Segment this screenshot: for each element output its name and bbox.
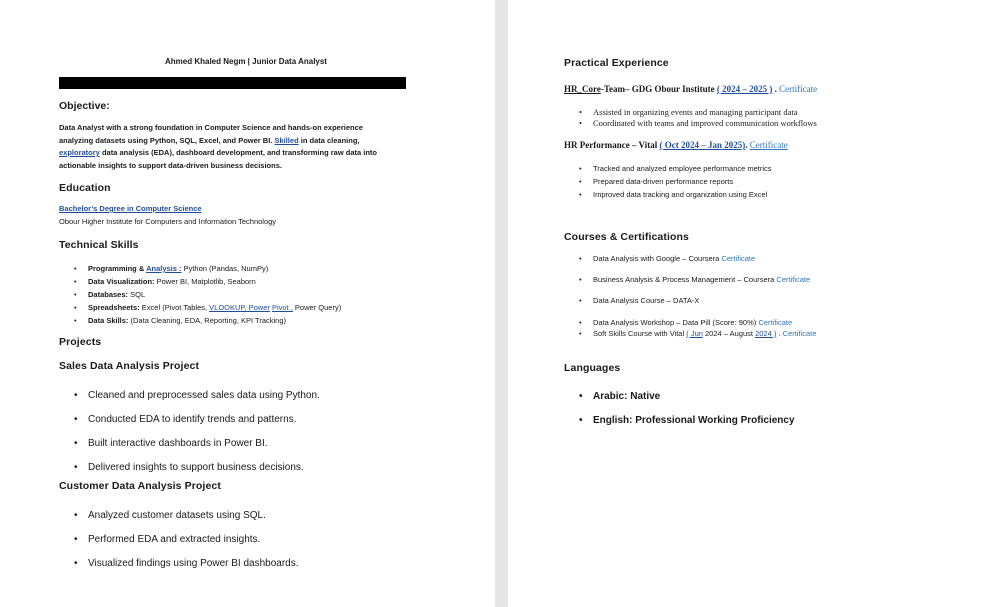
list-item: • Improved data tracking and organization using Excel: [593, 188, 772, 201]
list-item: • Built interactive dashboards in Power BI.: [88, 432, 320, 456]
course-item: • Data Analysis Workshop – Data Pill (Score: 90%) Certificate: [593, 317, 816, 328]
certificate-link[interactable]: Certificate: [758, 318, 793, 327]
education-heading: Education: [59, 182, 111, 194]
certificate-link[interactable]: Certificate: [782, 329, 817, 338]
document-page-left: [0, 0, 495, 607]
objective-text: Data Analyst with a strong foundation in Computer Science and hands-on experience analyzing datasets using Python, SQL, Excel, and Power BI. Skilled in data cleaning, exploratory data analysis (EDA), dashboard development, and transforming raw data into actionable insights to support data-driven business decisions.: [59, 123, 377, 170]
institute-name: Obour Higher Institute for Computers and Information Technology: [59, 216, 277, 226]
list-item: • Tracked and analyzed employee performance metrics: [593, 162, 772, 175]
list-item: • Data Skills: (Data Cleaning, EDA, Reporting, KPI Tracking): [88, 314, 341, 327]
experience-2-title: HR Performance – Vital ( Oct 2024 – Jan 2025). Certificate: [564, 140, 788, 150]
certificate-link[interactable]: Certificate: [779, 84, 818, 94]
course-item: • Data Analysis with Google – Coursera Certificate: [593, 254, 755, 263]
courses-heading: Courses & Certifications: [564, 231, 689, 243]
certificate-link[interactable]: Certificate: [749, 140, 788, 150]
list-item: • Delivered insights to support business decisions.: [88, 456, 320, 480]
course-list-tail: [593, 317, 816, 339]
date-link[interactable]: ( 2024 – 2025 ): [716, 84, 773, 94]
list-item: • Spreadsheets: Excel (Pivot Tables, VLOOKUP, Power Pivot , Power Query): [88, 301, 341, 314]
project-2-list: [88, 504, 299, 576]
list-item: • Programming & Analysis : Python (Pandas, NumPy): [88, 262, 341, 275]
project-2-title: Customer Data Analysis Project: [59, 480, 221, 492]
date-link[interactable]: ( Oct 2024 – Jan 2025): [659, 140, 746, 150]
date-link[interactable]: 2024 ): [755, 329, 777, 338]
list-item: • Coordinated with teams and improved communication workflows: [593, 118, 817, 129]
list-item: • Visualized findings using Power BI dashboards.: [88, 552, 299, 576]
languages-list: [593, 385, 795, 433]
vlookup-link[interactable]: VLOOKUP, Power: [209, 303, 270, 312]
list-item: • Databases: SQL: [88, 288, 341, 301]
list-item: • Assisted in organizing events and managing participant data: [593, 107, 817, 118]
resume-title: Ahmed Khaled Negm | Junior Data Analyst: [165, 57, 327, 66]
experience-1-title: HR_Core-Team– GDG Obour Institute ( 2024 – 2025 ) . Certificate: [564, 84, 818, 94]
course-item: • Business Analysis & Process Management – Coursera Certificate: [593, 275, 810, 284]
list-item: • Prepared data-driven performance reports: [593, 175, 772, 188]
list-item: • Performed EDA and extracted insights.: [88, 528, 299, 552]
degree-link[interactable]: Bachelor’s Degree in Computer Science: [59, 204, 202, 213]
list-item: • Conducted EDA to identify trends and patterns.: [88, 408, 320, 432]
exploratory-link[interactable]: exploratory: [59, 148, 100, 157]
skills-list: [88, 262, 341, 327]
course-item: • Soft Skills Course with Vital ( Jun 2024 – August 2024 ) . Certificate: [593, 328, 816, 339]
pivot-link[interactable]: Pivot ,: [272, 303, 293, 312]
experience-2-list: [593, 162, 772, 201]
list-item: • Cleaned and preprocessed sales data using Python.: [88, 384, 320, 408]
date-link[interactable]: ( Jun: [686, 329, 703, 338]
skilled-link[interactable]: Skilled: [274, 135, 299, 145]
document-page-right: [508, 0, 1000, 607]
list-item: • Data Visualization: Power BI, Matplotlib, Seaborn: [88, 275, 341, 288]
education-block: [59, 203, 276, 228]
redaction-bar: [59, 77, 406, 89]
list-item: • Arabic: Native: [593, 385, 795, 409]
analysis-link[interactable]: Analysis :: [146, 264, 182, 273]
experience-1-list: [593, 107, 817, 129]
list-item: • Analyzed customer datasets using SQL.: [88, 504, 299, 528]
objective-heading: Objective:: [59, 100, 110, 112]
course-item: • Data Analysis Course – DATA-X: [593, 296, 699, 305]
list-item: • English: Professional Working Proficiency: [593, 409, 795, 433]
skills-heading: Technical Skills: [59, 239, 139, 251]
certificate-link[interactable]: Certificate: [721, 254, 756, 263]
project-1-title: Sales Data Analysis Project: [59, 360, 200, 372]
project-1-list: [88, 384, 320, 480]
certificate-link[interactable]: Certificate: [776, 275, 811, 284]
languages-heading: Languages: [564, 362, 621, 374]
projects-heading: Projects: [59, 336, 102, 348]
experience-heading: Practical Experience: [564, 57, 669, 69]
